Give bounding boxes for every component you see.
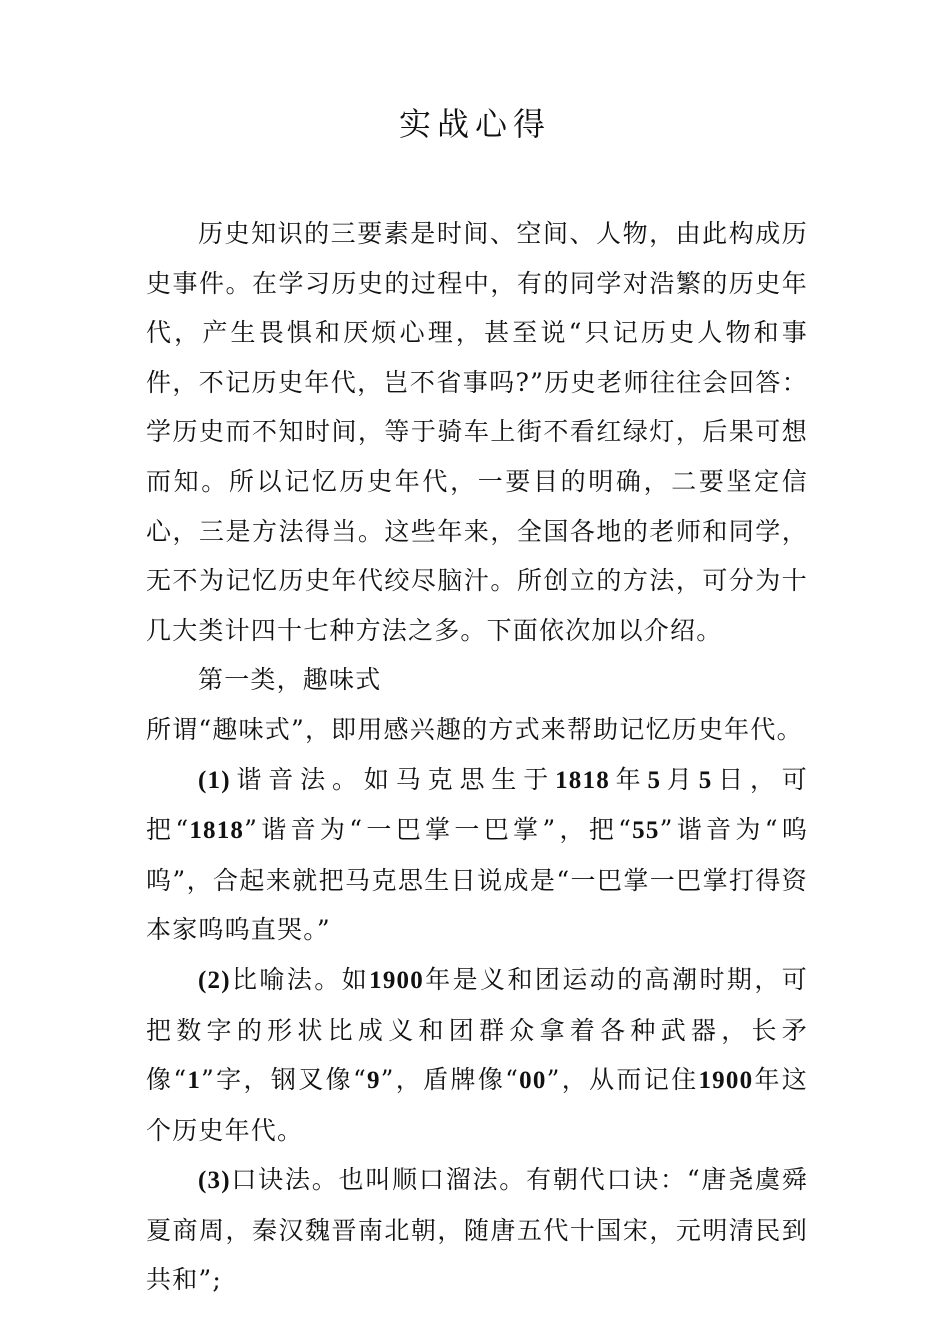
item-text: 年这个历史年代。 (146, 1065, 809, 1145)
document-body (146, 209, 808, 1305)
item-number: (1) (198, 766, 231, 794)
item-metaphor (146, 955, 808, 1155)
item-number: (2) (198, 966, 231, 994)
item-text: ”谐音为“一巴掌一巴掌”，把“ (244, 815, 633, 845)
item-number-value: 5 (698, 766, 713, 794)
item-text: 月 (661, 764, 699, 794)
item-number-value: 5 (647, 766, 662, 794)
item-number: (3) (198, 1167, 231, 1195)
item-text: 年 (609, 764, 648, 794)
item-text: ”谐音为“呜呜”，合起来就把马克思生日说成是“一巴掌一巴掌打得资本家呜呜直哭。” (146, 815, 809, 945)
item-text: 谐音法。如马克思生于 (230, 764, 556, 794)
item-number-value: 1900 (698, 1067, 754, 1095)
item-number-value: 9 (366, 1067, 381, 1095)
item-text: ”，从而记住 (546, 1065, 699, 1095)
section-heading: 第一类，趣味式 (198, 665, 382, 695)
section-intro: 所谓“趣味式”，即用感兴趣的方式来帮助记忆历史年代。 (146, 714, 803, 744)
item-number-value: 1900 (369, 966, 424, 994)
item-number-value: 1 (187, 1067, 202, 1095)
intro-paragraph: 历史知识的三要素是时间、空间、人物，由此构成历史事件。在学习历史的过程中，有的同学对浩繁的历史年代，产生畏惧和厌烦心理，甚至说“只记历史人物和事件，不记历史年代，岂不省事吗?”历史老师往往会回答：学历史而不知时间，等于骑车上街不看红绿灯，后果可想而知。所以记忆历史年代，一要目的明确，二要坚定信心，三是方法得当。这些年来，全国各地的老师和同学，无不为记忆历史年代绞尽脑汁。所创立的方法，可分为十几大类计四十七种方法之多。下面依次加以介绍。 (146, 219, 808, 645)
item-number-value: 00 (519, 1067, 547, 1095)
page-title: 实战心得 (398, 105, 551, 143)
item-text: 年是义和团运动的高潮时期，可把数字的形状比成义和团群众拿着各种武器，长矛像“ (146, 964, 808, 1095)
item-number-value: 1818 (189, 817, 245, 845)
item-mnemonic (146, 1155, 808, 1305)
item-text: 比喻法。如 (230, 964, 370, 994)
item-text: ”，盾牌像“ (380, 1065, 520, 1095)
item-number-value: 55 (632, 817, 660, 845)
item-text: ”字，钢叉像“ (201, 1065, 367, 1095)
item-text: 口诀法。也叫顺口溜法。有朝代口诀：“唐尧虞舜夏商周，秦汉魏晋南北朝，随唐五代十国宋，元明清民到共和”; (146, 1165, 808, 1295)
item-homophone (146, 755, 808, 955)
item-number-value: 1818 (555, 766, 610, 794)
item-text: 日，可把“ (146, 764, 809, 845)
